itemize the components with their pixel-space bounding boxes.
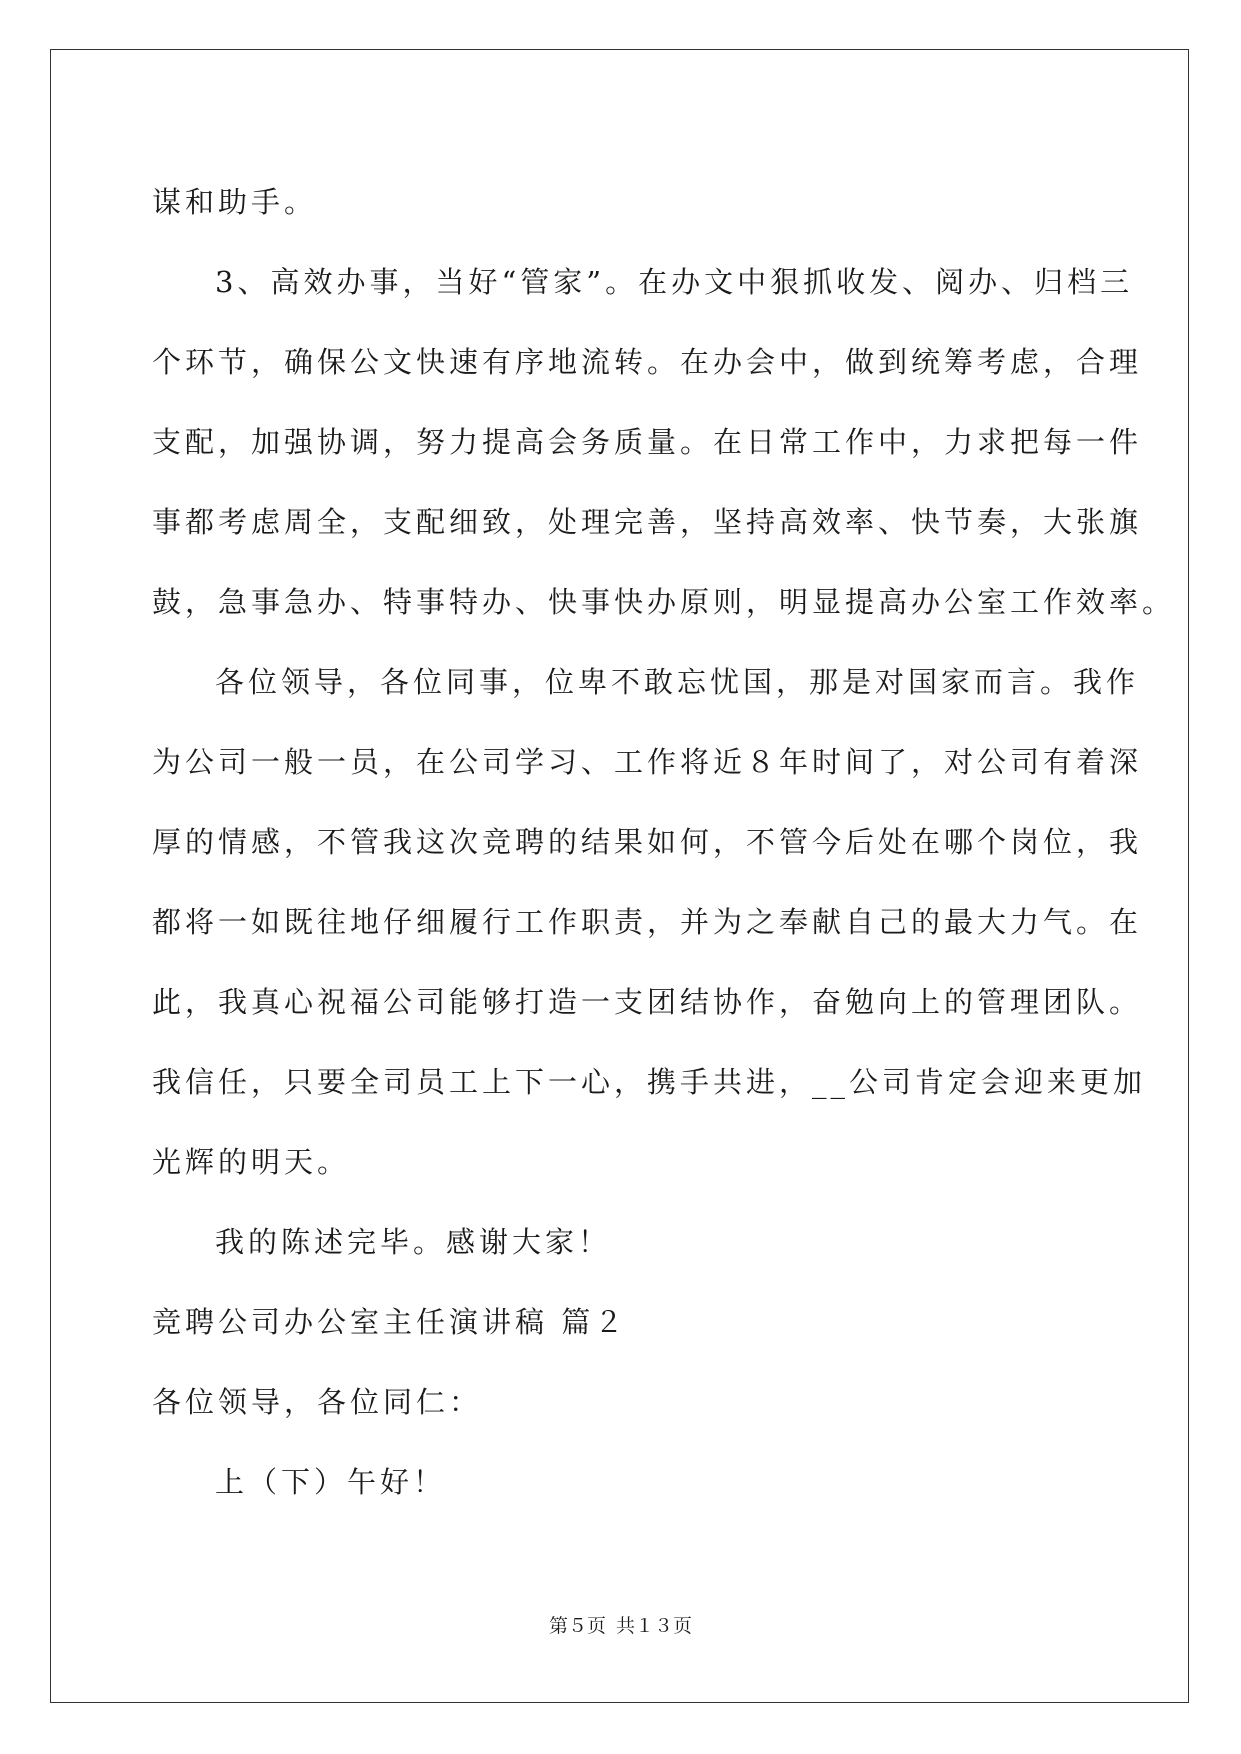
- greeting: 上（下）午好！: [215, 1465, 447, 1499]
- text-line: 此，我真心祝福公司能够打造一支团结协作，奋勉向上的管理团队。: [152, 985, 1143, 1019]
- text-line: 我信任，只要全司员工上下一心，携手共进，__公司肯定会迎来更加: [152, 1065, 1147, 1099]
- text-line: 事都考虑周全，支配细致，处理完善，坚持高效率、快节奏，大张旗: [152, 505, 1143, 539]
- text-line: 谋和助手。: [152, 185, 318, 219]
- text-line: 我的陈述完毕。感谢大家！: [215, 1225, 612, 1259]
- document-body: [152, 162, 1176, 1522]
- salutation: 各位领导，各位同仁：: [152, 1385, 483, 1419]
- text-line: 鼓，急事急办、特事特办、快事快办原则，明显提高办公室工作效率。: [152, 585, 1176, 619]
- text-line: 光辉的明天。: [152, 1145, 351, 1179]
- text-line: 3、高效办事，当好“管家”。在办文中狠抓收发、阅办、归档三: [215, 265, 1134, 299]
- page-total: 共１３页: [616, 1615, 693, 1637]
- page-number: 第５页: [548, 1615, 606, 1637]
- text-line: 厚的情感，不管我这次竞聘的结果如何，不管今后处在哪个岗位，我: [152, 825, 1143, 859]
- text-line: 支配，加强协调，努力提高会务质量。在日常工作中，力求把每一件: [152, 425, 1143, 459]
- page-footer: [0, 1614, 1241, 1638]
- text-line: 各位领导，各位同事，位卑不敢忘忧国，那是对国家而言。我作: [215, 665, 1140, 699]
- section-heading: 竞聘公司办公室主任演讲稿 篇２: [152, 1305, 628, 1339]
- text-line: 都将一如既往地仔细履行工作职责，并为之奉献自己的最大力气。在: [152, 905, 1143, 939]
- text-line: 为公司一般一员，在公司学习、工作将近８年时间了，对公司有着深: [152, 745, 1143, 779]
- text-line: 个环节，确保公文快速有序地流转。在办会中，做到统筹考虑，合理: [152, 345, 1143, 379]
